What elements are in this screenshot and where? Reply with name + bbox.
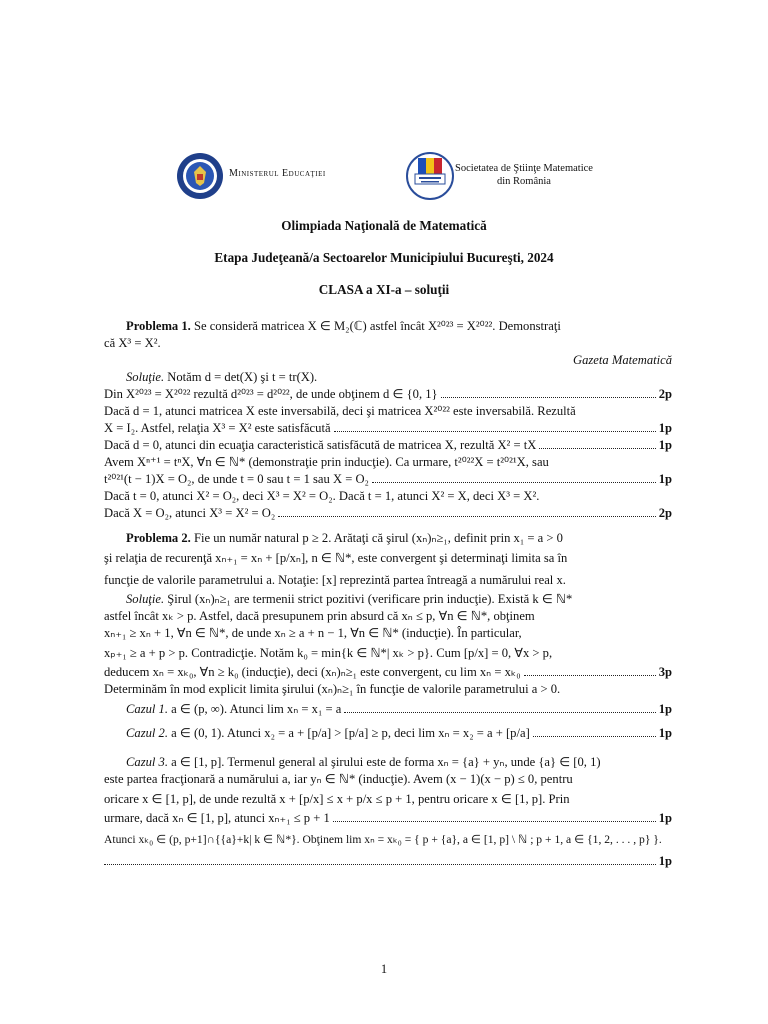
points-badge: 1p — [658, 421, 672, 435]
points-badge: 1p — [658, 438, 672, 452]
society-line1: Societatea de Ştiinţe Matematice — [455, 163, 593, 174]
case-2-line: Cazul 2. a ∈ (0, 1). Atunci x₂ = a + [p/a] > [p/a] ≥ p, deci lim xₙ = x₂ = a + [p/a] 1p — [104, 720, 672, 746]
points-badge: 1p — [658, 472, 672, 486]
page-number: 1 — [380, 962, 388, 976]
problem-1-solution-line-1: Soluţie. Notăm d = det(X) şi t = tr(X). — [126, 370, 318, 384]
problem-2-solution-line-5: deducem xₙ = xₖ₀, ∀n ≥ k₀ (inducţie), deci (xₙ)ₙ≥₁ este convergent, cu lim xₙ = xₖ₀ 3p — [104, 665, 672, 679]
title-stage: Etapa Judeţeană/a Sectoarelor Municipiului Bucureşti, 2024 — [214, 250, 554, 265]
case-3-line-5: Atunci xₖ₀ ∈ (p, p+1]∩{{a}+k| k ∈ ℕ*}. Obţinem lim xₙ = xₖ₀ = { p + {a}, a ∈ [1, p] \ ℕ ; p + 1, a ∈ {1, 2, . . . , p} }. — [104, 833, 662, 846]
problem-1-solution-line-7: t²⁰²¹(t − 1)X = O₂, de unde t = 0 sau t = 1 sau X = O₂ 1p — [104, 472, 672, 486]
problem-1-solution-line-8: Dacă t = 0, atunci X² = O₂, deci X³ = X² = O₂. Dacă t = 1, atunci X² = X, deci X³ = X². — [104, 489, 540, 503]
case-1-label: Cazul 1. — [126, 702, 168, 716]
problem-1-solution-line-2: Din X²⁰²³ = X²⁰²² rezultă d²⁰²³ = d²⁰²², de unde obţinem d ∈ {0, 1} 2p — [104, 387, 672, 401]
problem-2-solution-line-3: xₙ₊₁ ≥ xₙ + 1, ∀n ∈ ℕ*, de unde xₙ ≥ a + n − 1, ∀n ∈ ℕ* (inducţie). În particular, — [104, 626, 522, 640]
problem-1-label: Problema 1. — [126, 319, 191, 333]
problem-1-solution-label: Soluţie. — [126, 370, 165, 384]
points-badge: 1p — [658, 854, 672, 868]
problem-2-label: Problema 2. — [126, 531, 191, 545]
ministry-name: Ministerul Educaţiei — [229, 168, 326, 179]
problem-2-solution-line-6: Determinăm în mod explicit limita şirului (xₙ)ₙ≥₁ în funcţie de valorile parametrului a > 0. — [104, 682, 561, 696]
content — [104, 318, 672, 870]
problem-2-solution-line-4: xₚ₊₁ ≥ a + p > p. Contradicţie. Notăm k₀ = min{k ∈ ℕ*| xₖ > p}. Cum [p/x] = 0, ∀x > p, — [104, 646, 553, 660]
problem-1-solution-line-3: Dacă d = 1, atunci matricea X este inversabilă, deci şi matricea X²⁰²² este inversabilă. Rezultă — [104, 404, 576, 418]
points-badge: 1p — [658, 702, 672, 716]
case-3-label: Cazul 3. — [126, 755, 168, 769]
problem-2-statement-line-1: Problema 2. Fie un număr natural p ≥ 2. Arătaţi că şirul (xₙ)ₙ≥₁, definit prin x₁ = a > 0 — [126, 531, 563, 545]
problem-1-solution-line-6: Avem Xⁿ⁺¹ = tⁿX, ∀n ∈ ℕ* (demonstraţie prin inducţie). Ca urmare, t²⁰²²X = t²⁰²¹X, sau — [104, 455, 549, 469]
problem-1-source: Gazeta Matematică — [573, 353, 672, 367]
ministry-seal-icon — [176, 152, 224, 200]
problem-2-solution-line-1: Soluţie. Şirul (xₙ)ₙ≥₁ are termenii strict pozitivi (verificare prin inducţie). Există k ∈ ℕ* — [126, 592, 573, 606]
problem-2-statement-line-2: şi relaţia de recurenţă xₙ₊₁ = xₙ + [p/xₙ], n ∈ ℕ*, este convergent şi determinaţi limita sa în — [104, 551, 568, 565]
problem-1-solution-line-9: Dacă X = O₂, atunci X³ = X² = O₂ 2p — [104, 506, 672, 520]
points-badge: 3p — [658, 665, 672, 679]
points-badge: 1p — [658, 811, 672, 825]
case-3-line-6 — [104, 853, 672, 870]
points-badge: 1p — [658, 726, 672, 740]
points-badge: 2p — [658, 506, 672, 520]
title-class: CLASA a XI-a – soluţii — [318, 282, 450, 297]
case-3-line-4: urmare, dacă xₙ ∈ [1, p], atunci xₙ₊₁ ≤ p + 1 1p — [104, 811, 672, 825]
points-badge: 2p — [658, 387, 672, 401]
problem-1-statement-line-1: Problema 1. Se consideră matricea X ∈ M₂(ℂ) astfel încât X²⁰²³ = X²⁰²². Demonstraţi — [126, 319, 561, 333]
page-header — [0, 146, 768, 206]
society-name — [454, 162, 594, 188]
problem-1-solution-line-5: Dacă d = 0, atunci din ecuaţia caracteristică satisfăcută de matricea X, rezultă X² = tX 1p — [104, 438, 672, 452]
problem-2-solution-label: Soluţie. — [126, 592, 165, 606]
problem-1-statement-line-2: că X³ = X². — [104, 336, 161, 350]
case-3-line-3: oricare x ∈ [1, p], de unde rezultă x + [p/x] ≤ x + p/x ≤ p + 1, pentru oricare x ∈ [1, p]. Prin — [104, 792, 570, 806]
case-3-line-1: Cazul 3. a ∈ [1, p]. Termenul general al şirului este de forma xₙ = {a} + yₙ, unde {a} ∈ [0, 1) — [126, 755, 601, 769]
title-block — [0, 218, 768, 314]
problem-2-statement-line-3: funcţie de valorile parametrului a. Notaţie: [x] reprezintă partea întreagă a numărului real x. — [104, 573, 566, 587]
problem-1-solution-line-4: X = I₂. Astfel, relaţia X³ = X² este satisfăcută 1p — [104, 421, 672, 435]
problem-2-solution-line-2: astfel încât xₖ > p. Astfel, dacă presupunem prin absurd că xₙ ≤ p, ∀n ∈ ℕ*, obţinem — [104, 609, 535, 623]
case-3-line-2: este partea fracţionară a numărului a, iar yₙ ∈ ℕ* (inducţie). Avem (x − 1)(x − p) ≤ 0, pentru — [104, 772, 573, 786]
society-line2: din România — [497, 176, 551, 187]
society-logo-icon — [406, 152, 454, 200]
case-1-line: Cazul 1. a ∈ (p, ∞). Atunci lim xₙ = x₁ = a 1p — [104, 698, 672, 720]
case-2-label: Cazul 2. — [126, 726, 168, 740]
title-olympiad: Olimpiada Naţională de Matematică — [281, 218, 487, 233]
